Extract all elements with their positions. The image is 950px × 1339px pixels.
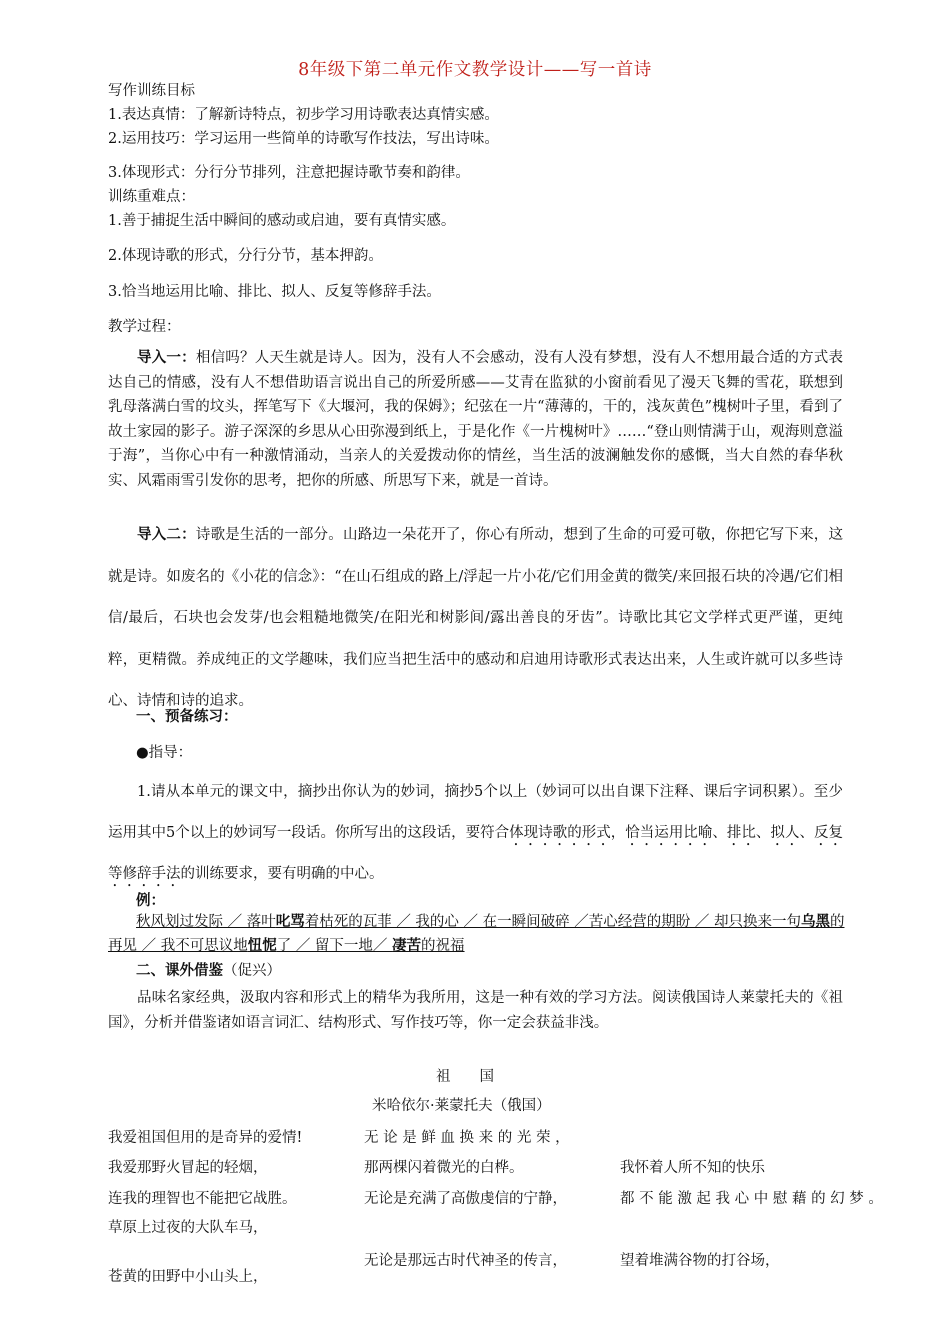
poem-line: 我爱祖国但用的是奇异的爱情! — [108, 1130, 303, 1146]
focus-item: 3.恰当地运用比喻、排比、拟人、反复等修辞手法。 — [108, 284, 441, 300]
guide-text: 1.请从本单元的课文中，摘抄出你认为的妙词，摘抄5个以上（妙词可以出自课下注释、课后字词积累）。至少运用其中5个以上的妙词写一段话。你所写出的这段话，要符合 — [108, 784, 843, 841]
example-seg: 的祝福 — [421, 938, 465, 954]
example-seg: 了 ／ 留下一地／ — [276, 938, 393, 954]
focus-item: 2.体现诗歌的形式，分行分节，基本押韵。 — [108, 248, 383, 264]
emphasis-form: 体现诗歌的形式 — [509, 825, 611, 841]
document-title: 8年级下第二单元作文教学设计——写一首诗 — [298, 60, 652, 80]
intro-two-label: 导入二： — [137, 526, 196, 543]
goal-item: 2.运用技巧：学习运用一些简单的诗歌写作技法，写出诗味。 — [108, 131, 499, 147]
intro-one-label: 导入一： — [137, 349, 196, 366]
section-two-heading-line — [136, 960, 281, 982]
example-text — [108, 910, 848, 958]
poem-line: 那两棵闪着微光的白桦。 — [364, 1160, 524, 1176]
intro-one-paragraph — [108, 346, 843, 493]
section-two-heading: 二、课外借鉴 — [136, 962, 223, 979]
poem-line: 苍黄的田野中小山头上， — [108, 1269, 268, 1285]
example-seg: 秋风划过发际 ／ 落叶 — [136, 914, 276, 930]
goal-item: 3.体现形式：分行分节排列，注意把握诗歌节奏和韵律。 — [108, 165, 470, 181]
poem-title: 祖 国 — [436, 1069, 494, 1085]
guide-label: ●指导： — [136, 745, 193, 761]
guide-text: ， — [610, 825, 626, 841]
example-label: 例： — [136, 892, 165, 909]
section-two-text: 品味名家经典，汲取内容和形式上的精华为我所用，这是一种有效的学习方法。阅读俄国诗人莱蒙托夫的《祖国》，分析并借鉴诸如语言词汇、结构形式、写作技巧等，你一定会获益非浅。 — [108, 990, 843, 1031]
goals-heading: 写作训练目标 — [108, 83, 195, 99]
guide-paragraph — [108, 772, 843, 895]
poem-line: 无 论 是 鲜 血 换 来 的 光 荣 ， — [364, 1130, 570, 1146]
focus-item: 1.善于捕捉生活中瞬间的感动或启迪，要有真情实感。 — [108, 213, 456, 229]
section-one-heading: 一、预备练习： — [136, 708, 238, 725]
goal-item: 1.表达真情：了解新诗特点，初步学习用诗歌表达真情实感。 — [108, 107, 499, 123]
intro-two-paragraph — [108, 514, 843, 723]
intro-two-text: 诗歌是生活的一部分。山路边一朵花开了，你心有所动，想到了生命的可爱可敬，你把它写下来，这就是诗。如废名的《小花的信念》：“在山石组成的路上/浮起一片小花/它们用金黄的微笑/来回报石块的冷遇/它们相信/最后，石块也会发芽/也会粗糙地微笑/在阳光和树影间/露出善良的牙齿”。诗歌比其它文学样式更严谨，更纯粹，更精微。养成纯正的文学趣味，我们应当把生活中的感动和启迪用诗歌形式表达出来，人生或许就可以多些诗心、诗情和诗的追求。 — [108, 527, 844, 709]
section-two-paragraph — [108, 986, 843, 1036]
poem-line: 草原上过夜的大队车马， — [108, 1220, 268, 1236]
poem-line: 连我的理智也不能把它战胜。 — [108, 1191, 297, 1207]
poem-line: 我爱那野火冒起的轻烟， — [108, 1160, 268, 1176]
emphasis-rhetoric: 恰当运用比喻、排比、拟人、反复等修辞手法 — [108, 825, 843, 882]
section-two-note: （促兴） — [223, 963, 281, 979]
example-word: 乌黑 — [800, 913, 830, 930]
example-word: 凄苦 — [392, 937, 422, 954]
guide-text: 的训练要求，要有明确的中心。 — [180, 866, 384, 882]
poem-line: 无论是那远古时代神圣的传言， — [364, 1253, 567, 1269]
focus-heading: 训练重难点： — [108, 189, 195, 205]
poem-line: 望着堆满谷物的打谷场， — [620, 1253, 780, 1269]
example-word: 忸怩 — [247, 937, 277, 954]
process-heading: 教学过程： — [108, 319, 181, 335]
poem-line: 无论是充满了高傲虔信的宁静， — [364, 1191, 567, 1207]
poem-line: 都 不 能 激 起 我 心 中 慰 藉 的 幻 梦 。 — [620, 1191, 883, 1207]
example-seg: 着枯死的瓦菲 ／ 我的心 ／ 在一瞬间破碎 ／苦心经营的期盼 ／ 却只换来一句 — [304, 914, 801, 930]
poem-author: 米哈依尔·莱蒙托夫（俄国） — [372, 1098, 551, 1114]
intro-one-text: 相信吗？人天生就是诗人。因为，没有人不会感动，没有人没有梦想，没有人不想用最合适的方式表达自己的情感，没有人不想借助语言说出自己的所爱所感——艾青在监狱的小窗前看见了漫天飞舞的雪花，联想到乳母落满白雪的坟头，挥笔写下《大堰河，我的保姆》；纪弦在一片“薄薄的，干的，浅灰黄色”槐树叶子里，看到了故土家园的影子。游子深深的乡思从心田弥漫到纸上，于是化作《一片槐树叶》……“登山则情满于山，观海则意溢于海”，当你心中有一种激情涌动，当亲人的关爱拨动你的情丝，当生活的波澜触发你的感慨，当大自然的春华秋实、风霜雨雪引发你的思考，把你的所感、所思写下来，就是一首诗。 — [108, 350, 844, 489]
example-seg: 的再见 ／ 我不可思议地 — [108, 914, 845, 954]
poem-line: 我怀着人所不知的快乐 — [620, 1160, 765, 1176]
example-word: 叱骂 — [275, 913, 305, 930]
